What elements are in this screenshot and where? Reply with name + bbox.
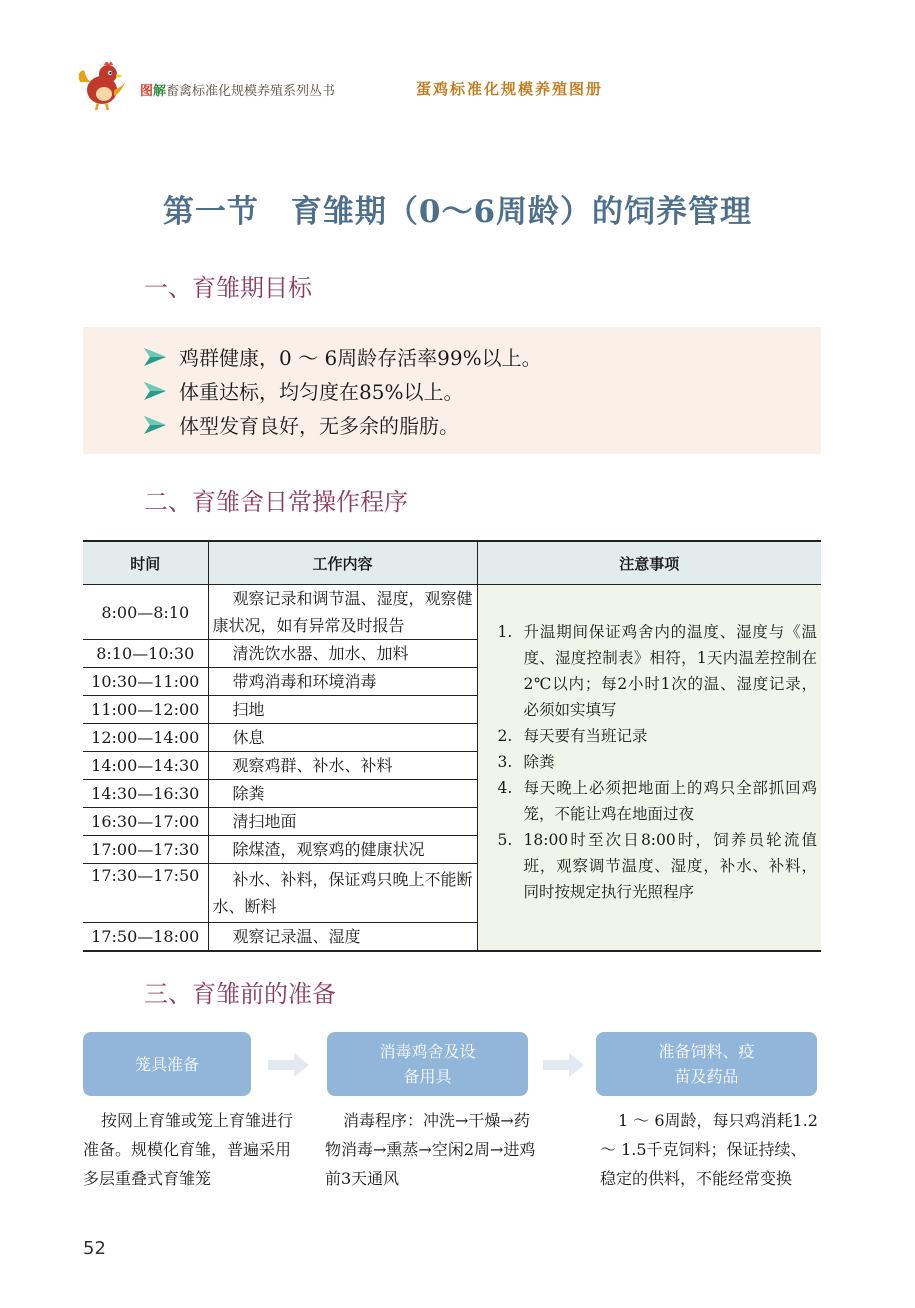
note-item xyxy=(498,827,818,905)
work-cell: 观察记录和调节温、湿度，观察健康状况，如有异常及时报告 xyxy=(208,585,477,640)
work-cell: 观察鸡群、补水、补料 xyxy=(208,752,477,780)
note-item xyxy=(498,749,818,775)
flow-step-title: 准备饲料、疫苗及药品 xyxy=(658,1042,755,1086)
flow-step-title: 笼具准备 xyxy=(134,1054,199,1074)
preparation-heading: 三、育雏前的准备 xyxy=(144,980,336,1008)
goal-item xyxy=(143,410,459,439)
flow-arrow-icon xyxy=(543,1052,585,1082)
goals-heading: 一、育雏期目标 xyxy=(144,274,312,302)
column-header-notes: 注意事项 xyxy=(477,541,821,585)
table-header-row xyxy=(83,541,821,585)
arrow-bullet-icon xyxy=(143,381,167,401)
work-cell: 清洗饮水器、加水、加料 xyxy=(208,640,477,668)
flow-step-desc: 按网上育雏或笼上育雏进行准备。规模化育雏，普遍采用多层重叠式育雏笼 xyxy=(83,1111,294,1188)
goal-item xyxy=(143,376,463,405)
goal-text: 体型发育良好，无多余的脂肪。 xyxy=(179,414,459,438)
goal-item xyxy=(143,342,542,371)
time-cell: 12:00—14:00 xyxy=(83,724,208,752)
page-number: 52 xyxy=(83,1238,106,1259)
series-jie-char: 解 xyxy=(153,84,167,99)
note-number: 3. xyxy=(497,753,513,771)
time-cell: 11:00—12:00 xyxy=(83,696,208,724)
time-cell: 10:30—11:00 xyxy=(83,668,208,696)
arrow-bullet-icon xyxy=(143,347,167,367)
flow-step-cage xyxy=(83,1032,251,1096)
note-number: 4. xyxy=(497,779,513,797)
table-row xyxy=(83,585,821,640)
note-item xyxy=(498,775,818,827)
procedure-table xyxy=(83,540,821,952)
note-item xyxy=(498,619,818,723)
column-header-time: 时间 xyxy=(83,541,208,585)
time-cell: 17:30—17:50 xyxy=(83,864,208,923)
section-title: 第一节 育雏期（0～6周龄）的饲养管理 xyxy=(162,194,753,230)
notes-cell xyxy=(477,585,821,952)
time-cell: 16:30—17:00 xyxy=(83,808,208,836)
series-tu-char: 图 xyxy=(140,84,154,99)
time-cell: 14:00—14:30 xyxy=(83,752,208,780)
chicken-mascot-icon xyxy=(74,56,130,112)
work-cell: 带鸡消毒和环境消毒 xyxy=(208,668,477,696)
procedure-heading: 二、育雏舍日常操作程序 xyxy=(144,488,408,516)
flow-step-title: 消毒鸡舍及设备用具 xyxy=(379,1042,476,1086)
work-cell: 扫地 xyxy=(208,696,477,724)
work-cell: 清扫地面 xyxy=(208,808,477,836)
work-cell: 除粪 xyxy=(208,780,477,808)
book-title: 蛋鸡标准化规模养殖图册 xyxy=(416,80,604,98)
column-header-work: 工作内容 xyxy=(208,541,477,585)
work-cell: 观察记录温、湿度 xyxy=(208,923,477,952)
time-cell: 14:30—16:30 xyxy=(83,780,208,808)
note-text: 每天要有当班记录 xyxy=(523,727,648,745)
time-cell: 8:10—10:30 xyxy=(83,640,208,668)
arrow-bullet-icon xyxy=(143,415,167,435)
note-text: 18:00时至次日8:00时，饲养员轮流值班，观察调节温度、湿度，补水、补料，同时按规定执行光照程序 xyxy=(523,831,817,901)
flow-step-feed xyxy=(596,1032,817,1096)
notes-list xyxy=(498,619,818,905)
goal-text: 体重达标，均匀度在85%以上。 xyxy=(179,380,464,404)
book-series-title xyxy=(140,80,335,99)
note-number: 5. xyxy=(497,831,513,849)
work-cell: 休息 xyxy=(208,724,477,752)
flow-step-disinfect xyxy=(327,1032,528,1096)
flow-arrow-icon xyxy=(268,1052,310,1082)
goal-text: 鸡群健康，0 ～ 6周龄存活率99%以上。 xyxy=(179,346,542,370)
note-number: 1. xyxy=(497,623,513,641)
time-cell: 8:00—8:10 xyxy=(83,585,208,640)
series-rest-text: 畜禽标准化规模养殖系列丛书 xyxy=(166,84,336,99)
work-cell: 补水、补料，保证鸡只晚上不能断水、断料 xyxy=(208,864,477,923)
note-number: 2. xyxy=(497,727,513,745)
note-text: 除粪 xyxy=(523,753,555,771)
work-cell: 除煤渣，观察鸡的健康状况 xyxy=(208,836,477,864)
flow-step-desc: 1 ～ 6周龄，每只鸡消耗1.2 ～ 1.5千克饲料；保证持续、稳定的供料，不能经常变换 xyxy=(600,1111,818,1188)
note-text: 升温期间保证鸡舍内的温度、湿度与《温度、湿度控制表》相符，1天内温差控制在2℃以内；每2小时1次的温、湿度记录，必须如实填写 xyxy=(523,623,817,719)
note-text: 每天晚上必须把地面上的鸡只全部抓回鸡笼，不能让鸡在地面过夜 xyxy=(523,779,817,823)
time-cell: 17:00—17:30 xyxy=(83,836,208,864)
note-item xyxy=(498,723,818,749)
time-cell: 17:50—18:00 xyxy=(83,923,208,952)
flow-step-desc: 消毒程序：冲洗→干燥→药物消毒→熏蒸→空闲2周→进鸡前3天通风 xyxy=(325,1111,536,1188)
